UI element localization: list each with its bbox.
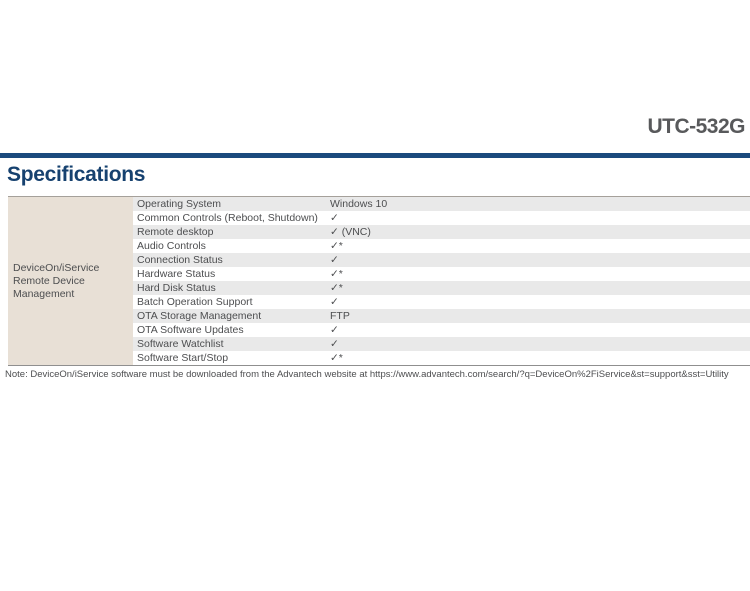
feature-name: OTA Storage Management	[137, 310, 262, 322]
feature-value: ✓*	[330, 352, 343, 364]
category-line-1: DeviceOn/iService	[13, 261, 100, 274]
feature-name: Batch Operation Support	[137, 296, 253, 308]
feature-name: Remote desktop	[137, 226, 214, 238]
feature-name: Connection Status	[137, 254, 223, 266]
feature-value: ✓*	[330, 268, 343, 280]
section-title: Specifications	[7, 163, 146, 186]
table-row	[133, 351, 750, 365]
table-row	[133, 309, 750, 323]
table-row	[133, 295, 750, 309]
table-row	[133, 197, 750, 211]
table-row	[133, 225, 750, 239]
feature-value: ✓	[330, 254, 339, 266]
feature-name: Audio Controls	[137, 240, 206, 252]
table-row	[133, 239, 750, 253]
table-row	[133, 323, 750, 337]
feature-name: Hard Disk Status	[137, 282, 216, 294]
product-title: UTC-532G	[647, 115, 745, 138]
feature-value: ✓	[330, 212, 339, 224]
feature-value: ✓*	[330, 282, 343, 294]
table-row	[133, 281, 750, 295]
header-divider-rule	[0, 153, 750, 158]
spec-rows	[133, 197, 750, 365]
feature-value: Windows 10	[330, 198, 388, 210]
feature-name: Hardware Status	[137, 268, 216, 280]
feature-value: ✓*	[330, 240, 343, 252]
feature-name: Software Watchlist	[137, 338, 224, 350]
feature-name: Operating System	[137, 198, 222, 210]
table-row	[133, 211, 750, 225]
table-row	[133, 267, 750, 281]
table-row	[133, 337, 750, 351]
category-cell	[8, 197, 133, 365]
feature-name: Software Start/Stop	[137, 352, 229, 364]
feature-value: ✓	[330, 324, 339, 336]
feature-value: FTP	[330, 310, 350, 322]
category-line-2: Remote Device Management	[13, 274, 85, 300]
feature-name: OTA Software Updates	[137, 324, 244, 336]
specifications-table	[8, 196, 750, 366]
table-row	[133, 253, 750, 267]
feature-value: ✓ (VNC)	[330, 226, 371, 238]
footnote: Note: DeviceOn/iService software must be downloaded from the Advantech website at https://www.advantech.com/search/?q=DeviceOn%2FiService&st=support&sst=Utility	[5, 369, 729, 380]
feature-value: ✓	[330, 338, 339, 350]
feature-value: ✓	[330, 296, 339, 308]
feature-name: Common Controls (Reboot, Shutdown)	[137, 212, 318, 224]
